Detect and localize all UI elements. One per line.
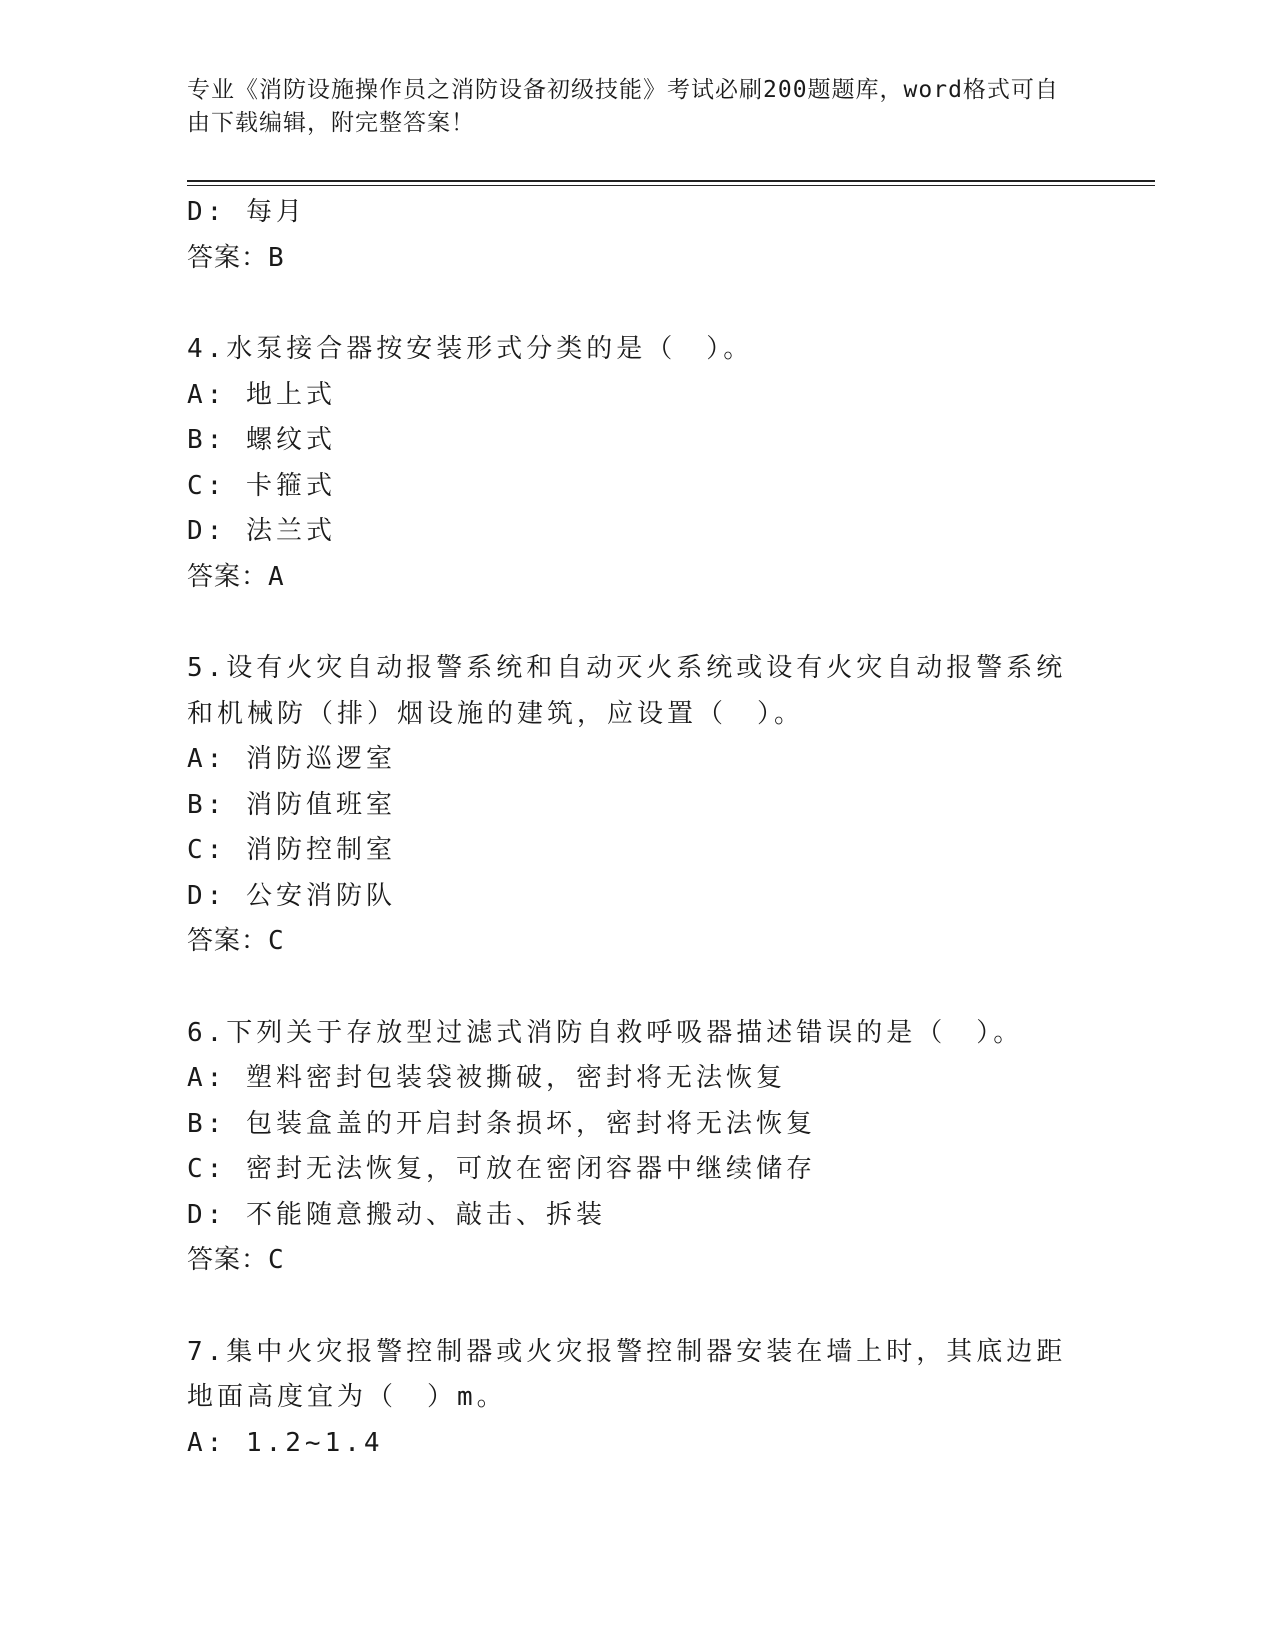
option-a: A: 地上式 (187, 379, 336, 410)
option-d: D: 每月 (187, 197, 306, 227)
question-4 (187, 327, 1067, 600)
question-7 (187, 1330, 1067, 1467)
question-stem: 7.集中火灾报警控制器或火灾报警控制器安装在墙上时，其底边距地面高度宜为（ ）m。 (187, 1336, 1067, 1412)
option-c: C: 卡箍式 (187, 470, 336, 501)
answer-line (187, 1238, 1067, 1284)
question-6 (187, 1011, 1067, 1284)
answer-value: A (268, 561, 285, 592)
answer-line (187, 555, 1067, 601)
option-b: B: 包装盒盖的开启封条损坏，密封将无法恢复 (187, 1108, 816, 1139)
answer-label: 答案： (187, 1245, 269, 1275)
answer-line (187, 236, 1067, 282)
spacer (187, 1284, 1067, 1330)
question-stem: 6.下列关于存放型过滤式消防自救呼吸器描述错误的是（ ）。 (187, 1017, 1024, 1048)
answer-value: C (268, 1245, 285, 1275)
option-a: A: 1.2~1.4 (187, 1427, 384, 1458)
answer-value: B (268, 242, 285, 273)
question-list (187, 190, 1067, 1466)
answer-value: C (268, 926, 285, 956)
question-3-continued (187, 190, 1067, 281)
option-c: C: 密封无法恢复，可放在密闭容器中继续储存 (187, 1154, 816, 1184)
spacer (187, 281, 1067, 327)
header-divider-thick (187, 180, 1155, 182)
option-d: D: 不能随意搬动、敲击、拆装 (187, 1199, 606, 1230)
answer-label: 答案： (187, 242, 269, 273)
option-a: A: 消防巡逻室 (187, 744, 396, 774)
answer-label: 答案： (187, 926, 269, 956)
document-header: 专业《消防设施操作员之消防设备初级技能》考试必刷200题题库，word格式可自由下载编辑，附完整答案！ (187, 77, 1059, 136)
option-c: C: 消防控制室 (187, 835, 396, 865)
answer-label: 答案： (187, 561, 269, 592)
answer-line (187, 919, 1067, 965)
spacer (187, 965, 1067, 1011)
question-stem: 5.设有火灾自动报警系统和自动灭火系统或设有火灾自动报警系统和机械防（排）烟设施的建筑，应设置（ ）。 (187, 653, 1067, 729)
question-5 (187, 646, 1067, 965)
option-a: A: 塑料密封包装袋被撕破，密封将无法恢复 (187, 1063, 786, 1093)
spacer (187, 600, 1067, 646)
option-d: D: 公安消防队 (187, 880, 396, 911)
question-stem: 4.水泵接合器按安装形式分类的是（ ）。 (187, 334, 754, 364)
option-b: B: 消防值班室 (187, 789, 396, 820)
header-divider-thin (187, 185, 1155, 186)
option-d: D: 法兰式 (187, 516, 336, 546)
option-b: B: 螺纹式 (187, 425, 336, 455)
